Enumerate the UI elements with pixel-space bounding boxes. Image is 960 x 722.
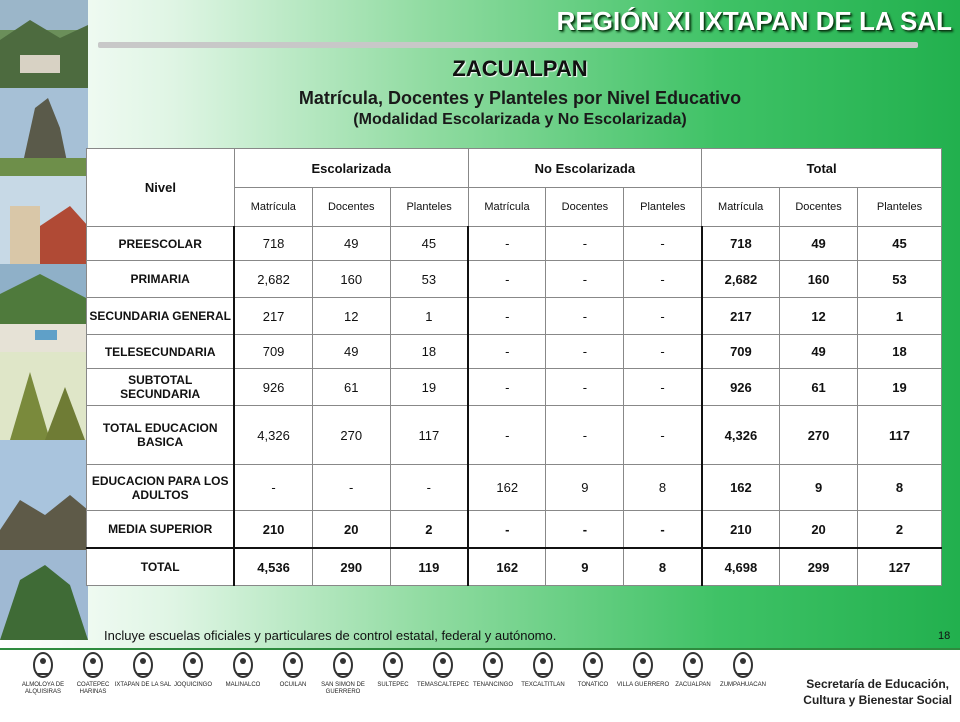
glyph-sun-icon — [581, 650, 605, 680]
cell-total-planteles: 2 — [858, 511, 942, 549]
cell-total-matricula: 217 — [702, 298, 780, 335]
cell-noesc-matricula: - — [468, 335, 546, 369]
cell-esc-docentes: 270 — [312, 406, 390, 465]
municipio-name: COATEPEC HARINAS — [76, 682, 110, 695]
table-row — [87, 335, 942, 369]
cell-noesc-planteles: 8 — [624, 465, 702, 511]
row-label: MEDIA SUPERIOR — [87, 511, 235, 549]
municipio-name: TEMASCALTEPEC — [417, 682, 469, 688]
municipio-name: TENANCINGO — [472, 682, 513, 688]
cell-esc-planteles: 18 — [390, 335, 468, 369]
cell-esc-docentes: 49 — [312, 335, 390, 369]
cell-total-matricula: 2,682 — [702, 261, 780, 298]
cell-noesc-matricula: 162 — [468, 548, 546, 586]
municipio-name: ALMOLOYA DE ALQUISIRAS — [21, 682, 65, 695]
cell-total-docentes: 270 — [780, 406, 858, 465]
cell-esc-planteles: 117 — [390, 406, 468, 465]
cell-noesc-matricula: 162 — [468, 465, 546, 511]
municipio-name: TEXCALTITLAN — [521, 682, 565, 688]
landscape-photo-hill — [0, 550, 88, 640]
municipio-name: SULTEPEC — [377, 682, 409, 688]
cell-noesc-docentes: - — [546, 261, 624, 298]
cell-total-planteles: 45 — [858, 227, 942, 261]
cell-esc-planteles: 2 — [390, 511, 468, 549]
cell-noesc-matricula: - — [468, 511, 546, 549]
row-label: SUBTOTAL SECUNDARIA — [87, 369, 235, 406]
subheader-docentes: Docentes — [312, 188, 390, 227]
glyph-vessel-icon — [131, 650, 155, 680]
glyph-temple-icon — [731, 650, 755, 680]
page-number: 18 — [938, 630, 951, 642]
row-label: PREESCOLAR — [87, 227, 235, 261]
cell-esc-docentes: 12 — [312, 298, 390, 335]
cell-noesc-docentes: - — [546, 369, 624, 406]
cell-total-planteles: 18 — [858, 335, 942, 369]
row-label: SECUNDARIA GENERAL — [87, 298, 235, 335]
subheader-matricula: Matrícula — [468, 188, 546, 227]
table-subtitle-modalidad: (Modalidad Escolarizada y No Escolarizada) — [353, 111, 687, 128]
table-subtitle: Matrícula, Docentes y Planteles por Nivel Educativo — [298, 88, 742, 108]
cell-total-matricula: 709 — [702, 335, 780, 369]
education-table — [86, 148, 942, 586]
cell-total-planteles: 19 — [858, 369, 942, 406]
secretaria-line2: Cultura y Bienestar Social — [803, 693, 952, 707]
cell-esc-docentes: 160 — [312, 261, 390, 298]
cell-noesc-planteles: - — [624, 261, 702, 298]
cell-noesc-docentes: - — [546, 511, 624, 549]
header-total: Total — [702, 149, 942, 188]
cell-noesc-planteles: - — [624, 369, 702, 406]
cell-esc-docentes: 61 — [312, 369, 390, 406]
subheader-docentes: Docentes — [546, 188, 624, 227]
landscape-photo-forest — [0, 352, 88, 440]
municipio-name: JOQUICINGO — [173, 682, 212, 688]
glyph-plant-icon — [231, 650, 255, 680]
municipio-name: ZACUALPAN — [675, 682, 711, 688]
cell-esc-planteles: - — [390, 465, 468, 511]
cell-esc-matricula: 718 — [234, 227, 312, 261]
landscape-photo-church — [0, 176, 88, 264]
header-no-escolarizada: No Escolarizada — [468, 149, 702, 188]
cell-total-docentes: 12 — [780, 298, 858, 335]
glyph-head-icon — [381, 650, 405, 680]
table-row — [87, 465, 942, 511]
glyph-figure-icon — [181, 650, 205, 680]
cell-total-planteles: 117 — [858, 406, 942, 465]
municipio-name: MALINALCO — [225, 682, 261, 688]
cell-noesc-matricula: - — [468, 369, 546, 406]
subheader-planteles: Planteles — [390, 188, 468, 227]
cell-noesc-docentes: 9 — [546, 548, 624, 586]
cell-esc-matricula: 926 — [234, 369, 312, 406]
cell-esc-docentes: 49 — [312, 227, 390, 261]
cell-noesc-planteles: - — [624, 406, 702, 465]
glyph-warrior-icon — [331, 650, 355, 680]
glyph-pyramid-icon — [681, 650, 705, 680]
cell-esc-matricula: 4,326 — [234, 406, 312, 465]
table-body — [87, 227, 942, 586]
cell-total-matricula: 718 — [702, 227, 780, 261]
cell-noesc-docentes: - — [546, 227, 624, 261]
cell-esc-matricula: 217 — [234, 298, 312, 335]
glyph-figure-icon — [631, 650, 655, 680]
cell-noesc-docentes: - — [546, 335, 624, 369]
municipio-name: SAN SIMON DE GUERRERO — [321, 682, 365, 695]
cell-esc-planteles: 1 — [390, 298, 468, 335]
landscape-photo-mountain — [0, 440, 88, 550]
subheader-planteles: Planteles — [624, 188, 702, 227]
cell-esc-planteles: 119 — [390, 548, 468, 586]
cell-total-planteles: 8 — [858, 465, 942, 511]
cell-noesc-matricula: - — [468, 227, 546, 261]
municipio-name: TONATICO — [577, 682, 609, 688]
cell-total-docentes: 20 — [780, 511, 858, 549]
cell-esc-matricula: 210 — [234, 511, 312, 549]
glyph-wall-icon — [481, 650, 505, 680]
footnote: Incluye escuelas oficiales y particulares de control estatal, federal y autónomo. — [104, 628, 557, 643]
glyph-hill-icon — [81, 650, 105, 680]
subheader-matricula: Matrícula — [702, 188, 780, 227]
glyph-figure-icon — [31, 650, 55, 680]
cell-noesc-matricula: - — [468, 298, 546, 335]
cell-noesc-planteles: - — [624, 335, 702, 369]
cell-total-docentes: 9 — [780, 465, 858, 511]
header-divider — [98, 42, 918, 48]
cell-esc-matricula: 4,536 — [234, 548, 312, 586]
table-row — [87, 298, 942, 335]
table-row — [87, 227, 942, 261]
cell-esc-docentes: 290 — [312, 548, 390, 586]
header-nivel: Nivel — [87, 149, 235, 227]
cell-noesc-docentes: - — [546, 406, 624, 465]
glyph-serpent-icon — [281, 650, 305, 680]
table-row — [87, 406, 942, 465]
cell-noesc-planteles: 8 — [624, 548, 702, 586]
landscape-photo-garden — [0, 264, 88, 352]
cell-total-matricula: 926 — [702, 369, 780, 406]
municipio-name: IXTAPAN DE LA SAL — [114, 682, 172, 688]
glyph-rock-icon — [531, 650, 555, 680]
cell-noesc-matricula: - — [468, 261, 546, 298]
row-label: TOTAL — [87, 548, 235, 586]
row-label: EDUCACION PARA LOS ADULTOS — [87, 465, 235, 511]
cell-noesc-planteles: - — [624, 227, 702, 261]
cell-esc-docentes: 20 — [312, 511, 390, 549]
region-title: REGIÓN XI IXTAPAN DE LA SAL — [556, 6, 952, 36]
table-row — [87, 261, 942, 298]
cell-total-docentes: 49 — [780, 335, 858, 369]
cell-noesc-docentes: 9 — [546, 465, 624, 511]
subheader-docentes: Docentes — [780, 188, 858, 227]
cell-total-planteles: 1 — [858, 298, 942, 335]
row-label: TOTAL EDUCACION BASICA — [87, 406, 235, 465]
cell-total-docentes: 160 — [780, 261, 858, 298]
municipio-title: ZACUALPAN — [452, 56, 588, 81]
cell-total-docentes: 61 — [780, 369, 858, 406]
cell-total-docentes: 299 — [780, 548, 858, 586]
cell-esc-planteles: 45 — [390, 227, 468, 261]
secretaria-line1: Secretaría de Educación, — [806, 677, 949, 691]
secretaria-credit — [803, 676, 952, 708]
cell-total-planteles: 53 — [858, 261, 942, 298]
municipio-glyph — [714, 650, 772, 689]
cell-noesc-planteles: - — [624, 511, 702, 549]
cell-total-matricula: 4,698 — [702, 548, 780, 586]
subheader-planteles: Planteles — [858, 188, 942, 227]
cell-noesc-planteles: - — [624, 298, 702, 335]
table-row — [87, 548, 942, 586]
row-label: TELESECUNDARIA — [87, 335, 235, 369]
municipio-name: ZUMPAHUACAN — [720, 682, 766, 688]
cell-noesc-docentes: - — [546, 298, 624, 335]
table-row — [87, 511, 942, 549]
cell-esc-matricula: - — [234, 465, 312, 511]
header-escolarizada: Escolarizada — [234, 149, 468, 188]
cell-total-matricula: 4,326 — [702, 406, 780, 465]
subheader-matricula: Matrícula — [234, 188, 312, 227]
cell-esc-docentes: - — [312, 465, 390, 511]
cell-total-matricula: 162 — [702, 465, 780, 511]
cell-esc-matricula: 709 — [234, 335, 312, 369]
cell-esc-planteles: 19 — [390, 369, 468, 406]
cell-esc-matricula: 2,682 — [234, 261, 312, 298]
municipio-name: VILLA GUERRERO — [616, 682, 670, 688]
cell-total-planteles: 127 — [858, 548, 942, 586]
glyph-figure-icon — [431, 650, 455, 680]
row-label: PRIMARIA — [87, 261, 235, 298]
cell-noesc-matricula: - — [468, 406, 546, 465]
cell-esc-planteles: 53 — [390, 261, 468, 298]
table-row — [87, 369, 942, 406]
cell-total-matricula: 210 — [702, 511, 780, 549]
cell-total-docentes: 49 — [780, 227, 858, 261]
municipio-name: OCUILAN — [279, 682, 307, 688]
